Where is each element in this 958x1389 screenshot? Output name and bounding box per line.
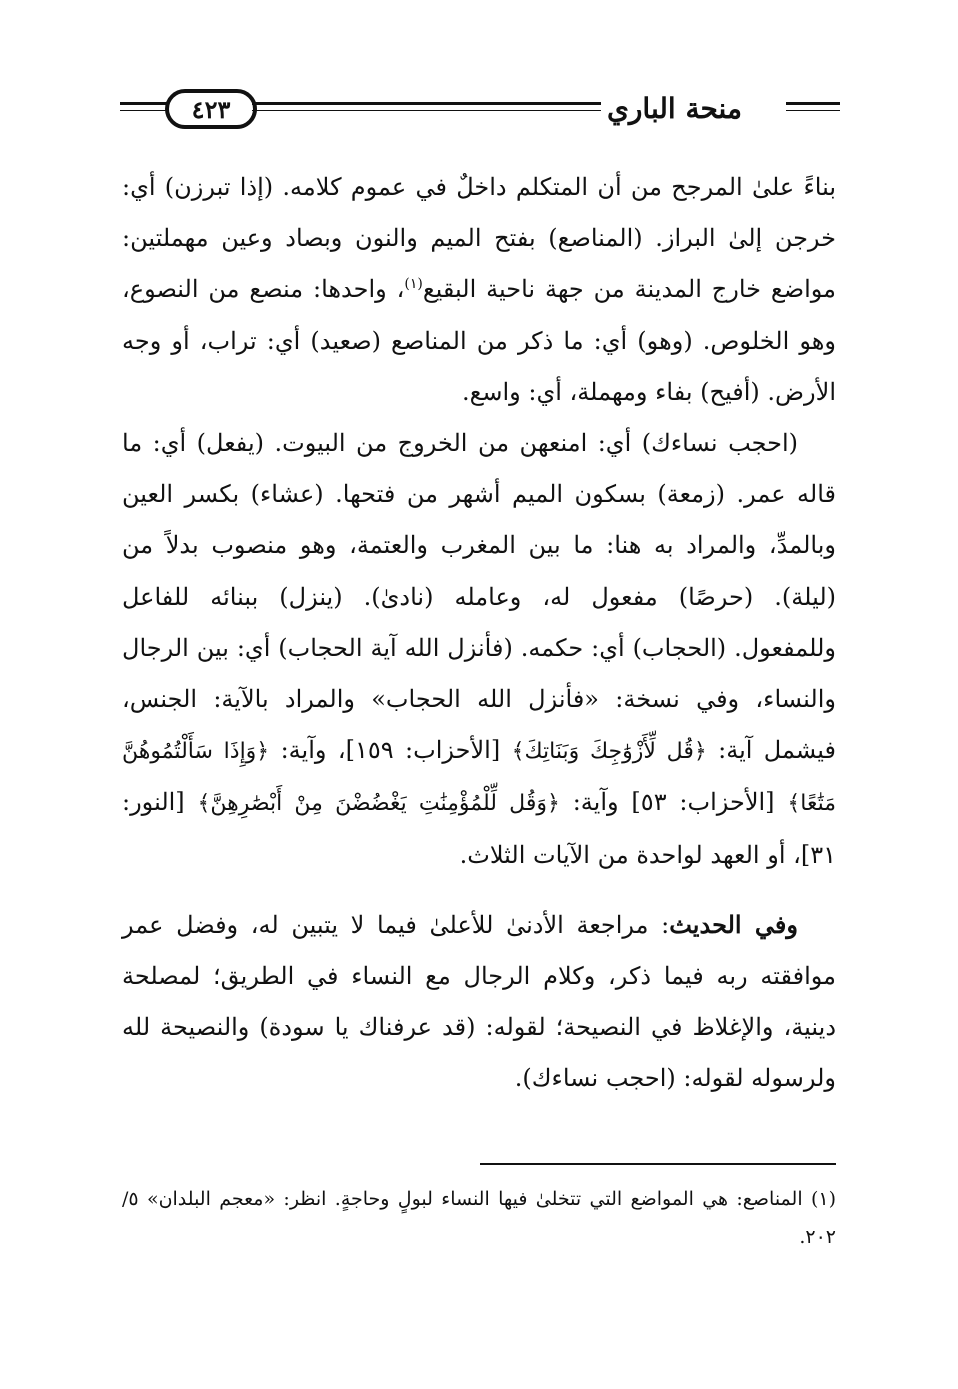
page-number: ٤٢٣ bbox=[165, 89, 257, 129]
paragraph-1 bbox=[122, 162, 836, 418]
paragraph-1-text: بناءً علىٰ المرجح من أن المتكلم داخلٌ في عموم كلامه. (إذا تبرزن) أي: خرجن إلىٰ البراز. (المناصع) بفتح الميم والنون وبصاد وعين مهملتين: مواضع خارج المدينة من جهة ناحية البقيع bbox=[122, 173, 836, 304]
paragraph-3-text: : مراجعة الأدنىٰ للأعلىٰ فيما لا يتبين له، وفضل عمر موافقته ربه فيما ذكر، وكلام الرجال مع النساء في الطريق؛ لمصلحة دينية، والإغلاظ في النصيحة؛ لقوله: (قد عرفناك يا سودة) والنصيحة لله ولرسوله لقوله: (احجب نساءك). bbox=[122, 910, 836, 1093]
quran-verse-3: ﴿وَقُل لِّلْمُؤْمِنَٰتِ يَغْضُضْنَ مِنْ أَبْصَٰرِهِنَّ﴾ bbox=[197, 791, 560, 817]
footnote-1-number: (١) bbox=[810, 1188, 836, 1210]
paragraph-1-text-continued: ، واحدها: منصع من النصوع، وهو الخلوص. (وهو) أي: ما ذكر من المناصع (صعيد) أي: تراب، أو وجه الأرض. (أفيح) بفاء ومهملة، أي: واسع. bbox=[122, 275, 836, 406]
header-rule-left-top bbox=[120, 102, 170, 105]
paragraph-2 bbox=[122, 418, 836, 881]
footnote-1 bbox=[122, 1180, 836, 1256]
footnote-1-text: المناصع: هي المواضع التي تتخلىٰ فيها النساء لبولٍ وحاجةٍ. انظر: «معجم البلدان» ٥/ ٢٠٢. bbox=[122, 1188, 836, 1248]
running-title: منحة الباري bbox=[601, 92, 748, 125]
header-rule-middle-top bbox=[252, 102, 652, 105]
verse-2-reference: [الأحزاب: ٥٣] وآية: bbox=[559, 788, 788, 817]
header-rule-right-bottom bbox=[786, 110, 840, 111]
header-rule-left-bottom bbox=[120, 110, 170, 111]
page-header bbox=[120, 88, 840, 138]
verse-1-reference: [الأحزاب: ١٥٩]، وآية: bbox=[269, 736, 512, 765]
header-rule-right-top bbox=[786, 102, 840, 105]
verse-3-reference: [النور: ٣١]، أو العهد لواحدة من الآيات الثلاث. bbox=[122, 788, 836, 869]
footnote-separator bbox=[480, 1163, 836, 1165]
header-rule-middle-bottom bbox=[252, 110, 652, 111]
paragraph-3-lead: وفي الحديث bbox=[669, 909, 798, 939]
main-text bbox=[122, 162, 836, 1105]
footnotes bbox=[122, 1180, 836, 1256]
quran-verse-1: ﴿قُل لِّأَزْوَٰجِكَ وَبَنَاتِكَ﴾ bbox=[511, 739, 707, 765]
paragraph-3 bbox=[122, 899, 836, 1105]
footnote-reference[interactable]: (١) bbox=[404, 276, 423, 293]
quran-verse-2: ﴿وَإِذَا سَأَلْتُمُوهُنَّ مَتَٰعًا﴾ bbox=[122, 739, 837, 817]
paragraph-2-text: (احجب نساءك) أي: امنعهن من الخروج من البيوت. (يفعل) أي: ما قاله عمر. (زمعة) بسكون الميم أشهر من فتحها. (عشاء) بكسر العين وبالمدِّ، والمراد به هنا: ما بين المغرب والعتمة، وهو منصوب بدلاً من (ليلة). (حرصًا) مفعول له، وعامله (نادىٰ). (ينزل) ببنائه للفاعل وللمفعول. (الحجاب) أي: حكمه. (فأنزل الله آية الحجاب) أي: بين الرجال والنساء، وفي نسخة: «فأنزل الله الحجاب» والمراد بالآية: الجنس، فيشمل آية: bbox=[122, 429, 837, 765]
